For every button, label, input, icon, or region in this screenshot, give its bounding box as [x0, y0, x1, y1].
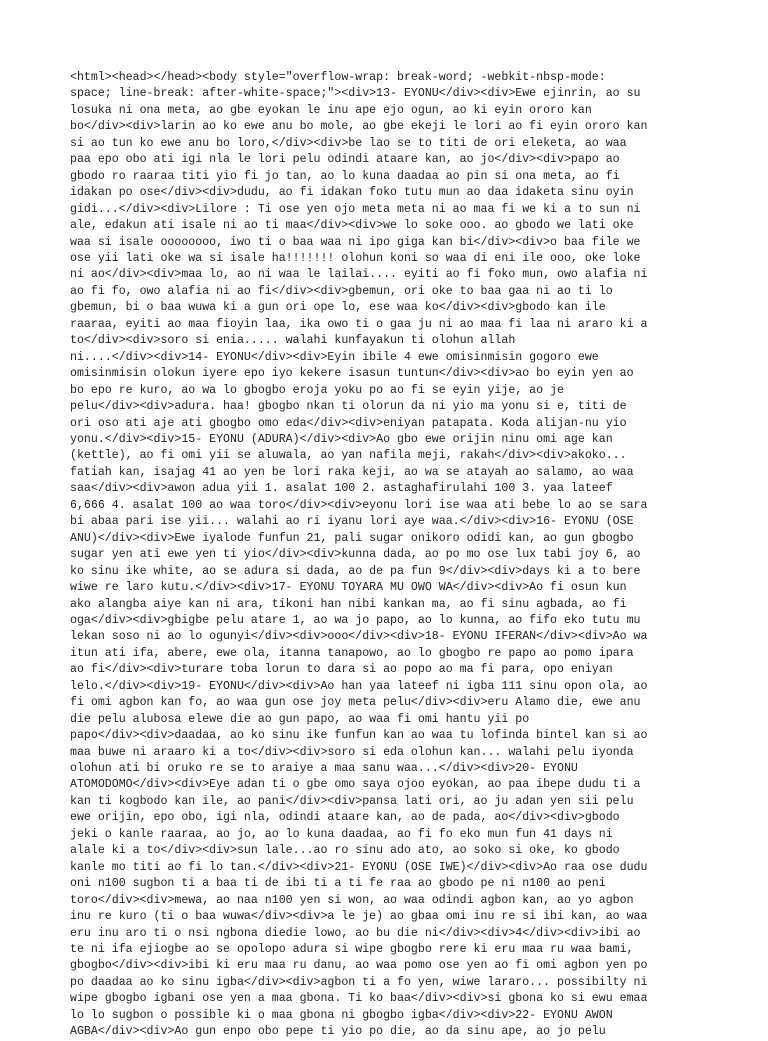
- text-line: ori oso ati aje ati gbogbo omo eda</div><div>eniyan patapata. Koda alijan-nu yio: [70, 416, 627, 430]
- text-line: losuka ni ona meta, ao gbe eyokan le inu ape ejo ogun, ao ki eyin ororo kan: [70, 103, 592, 117]
- text-line: alale ki a to</div><div>sun lale...ao ro sinu ado ato, ao soko si oke, ko gbodo: [70, 844, 620, 858]
- text-line: ao fi fo, owo alafia ni ao fi</div><div>gbemun, ori oke to baa gaa ni ao ti lo: [70, 284, 613, 298]
- text-line: ni....</div><div>14- EYONU</div><div>Eyin ibile 4 ewe omisinmisin gogoro ewe: [70, 350, 599, 364]
- text-line: saa</div><div>awon adua yii 1. asalat 100 2. astaghafirulahi 100 3. yaa lateef: [70, 482, 613, 496]
- text-line: toro</div><div>mewa, ao naa n100 yen si won, ao waa odindi agbon kan, ao yo agbon: [70, 893, 634, 907]
- text-line: oga</div><div>gbigbe pelu atare 1, ao wa jo papo, ao lo kunna, ao fifo eko tutu mu: [70, 613, 641, 627]
- text-line: ewe orijin, epo obo, igi nla, odindi ataare kan, ao de pada, ao</div><div>gbodo: [70, 811, 620, 825]
- text-line: paa epo obo ati igi nla le lori pelu odindi ataare kan, ao jo</div><div>papo ao: [70, 153, 620, 167]
- text-line: olohun ati bi oruko re se to araiye a maa sanu waa...</div><div>20- EYONU: [70, 762, 578, 776]
- text-line: die pelu alubosa elewe die ao gun papo, ao waa fi omi hantu yii po: [70, 712, 530, 726]
- text-line: po daadaa ao ko sinu igba</div><div>agbon ti a fo yen, wiwe lararo... possibilty ni: [70, 975, 648, 989]
- text-line: (kettle), ao fi omi yii se aluwala, ao yan nafila meji, rakah</div><div>akoko...: [70, 449, 627, 463]
- text-line: ako alangba aiye kan ni ara, tikoni han nibi kankan ma, ao fi sinu agbada, ao fi: [70, 597, 627, 611]
- text-line: gidi...</div><div>Lilore : Ti ose yen ojo meta meta ni ao maa fi we ki a to sun ni: [70, 202, 641, 216]
- text-line: AGBA</div><div>Ao gun enpo obo pepe ti yio po die, ao da sinu ape, ao jo pelu: [70, 1025, 606, 1039]
- text-line: jeki o kanle raaraa, ao jo, ao lo kuna daadaa, ao fi fo eko mun fun 41 days ni: [70, 827, 613, 841]
- text-line: ANU)</div><div>Ewe iyalode funfun 21, pali sugar onikoro odidi kan, ao gun gbogbo: [70, 531, 634, 545]
- text-line: raaraa, eyiti ao maa fioyin laa, ika owo ti o gaa ju ni ao maa fi laa ni araro ki a: [70, 317, 648, 331]
- text-line: ale, edakun ati isale ni ao ti maa</div><div>we lo soke ooo. ao gbodo we lati oke: [70, 219, 634, 233]
- text-line: idakan po ose</div><div>dudu, ao fi idakan foko tutu mun ao daa idaketa sinu oyin: [70, 186, 634, 200]
- text-line: ATOMODOMO</div><div>Eye adan ti o gbe omo saya ojoo eyokan, ao paa ibepe dudu ti a: [70, 778, 641, 792]
- text-line: 6,666 4. asalat 100 ao waa toro</div><div>eyonu lori ise waa ati bebe lo ao se sara: [70, 498, 648, 512]
- text-line: itun ati ifa, abere, ewe ola, itanna tanapowo, ao lo gbogbo re papo ao pomo ipara: [70, 646, 634, 660]
- text-line: to</div><div>soro si enia..... walahi kunfayakun ti olohun allah: [70, 334, 516, 348]
- text-line: si ao tun ko ewe anu bo loro,</div><div>be lao se to titi de ori eleketa, ao waa: [70, 136, 627, 150]
- text-line: fi omi agbon kan fo, ao waa gun ose joy meta pelu</div><div>eru Alamo die, ewe anu: [70, 696, 641, 710]
- text-line: lelo.</div><div>19- EYONU</div><div>Ao han yaa lateef ni igba 111 sinu opon ola, ao: [70, 679, 648, 693]
- text-line: papo</div><div>daadaa, ao ko sinu ike funfun kan ao waa tu lofinda bintel kan si ao: [70, 729, 648, 743]
- text-line: gbogbo</div><div>ibi ki eru maa ru danu, ao waa pomo ose yen ao fi omi agbon yen po: [70, 959, 648, 973]
- text-line: lo lo sugbon o possible ki o maa gbona ni gbogbo igba</div><div>22- EYONU AWON: [70, 1008, 613, 1022]
- text-line: ni ao</div><div>maa lo, ao ni waa le lailai.... eyiti ao fi foko mun, owo alafia ni: [70, 268, 648, 282]
- text-line: fatiah kan, isajag 41 ao yen be lori raka keji, ao wa se atayah ao salamo, ao waa: [70, 465, 634, 479]
- text-line: maa buwe ni araaro ki a to</div><div>soro si eda olohun kan... walahi pelu iyonda: [70, 745, 634, 759]
- text-line: bo epo re kuro, ao wa lo gbogbo eroja yoku po ao fi se eyin yije, ao je: [70, 383, 564, 397]
- text-line: oni n100 sugbon ti a baa ti de ibi ti a ti fe raa ao gbodo pe ni n100 ao peni: [70, 877, 606, 891]
- text-line: lekan soso ni ao lo ogunyi</div><div>ooo</div><div>18- EYONU IFERAN</div><div>Ao wa: [70, 630, 648, 644]
- text-line: gbodo ro raaraa titi yio fi jo tan, ao lo kuna daadaa ao pin si ona meta, ao fi: [70, 169, 620, 183]
- text-line: sugar yen ati ewe yen ti yio</div><div>kunna dada, ao po mo ose lux tabi joy 6, ao: [70, 548, 641, 562]
- text-line: omisinmisin olokun iyere epo iyo kekere isasun tuntun</div><div>ao bo eyin yen ao: [70, 367, 634, 381]
- text-line: pelu</div><div>adura. haa! gbogbo nkan ti olorun da ni yio ma yonu si e, titi de: [70, 400, 627, 414]
- text-line: bo</div><div>larin ao ko ewe anu bo mole, ao gbe ekeji le lori ao fi eyin ororo kan: [70, 120, 648, 134]
- text-line: space; line-break: after-white-space;"><div>13- EYONU</div><div>Ewe ejinrin, ao su: [70, 87, 641, 101]
- text-line: <html><head></head><body style="overflow-wrap: break-word; -webkit-nbsp-mode:: [70, 71, 606, 84]
- text-line: gbemun, bi o baa wuwa ki a gun ori ope lo, ese waa ko</div><div>gbodo kan ile: [70, 301, 606, 315]
- text-line: yonu.</div><div>15- EYONU (ADURA)</div><div>Ao gbo ewe orijin ninu omi age kan: [70, 432, 613, 446]
- text-line: inu re kuro (ti o baa wuwa</div><div>a le je) ao gbaa omi inu re si ibi kan, ao waa: [70, 910, 648, 924]
- text-line: ose yii lati oke wa si isale ha!!!!!!! olohun koni so waa di eni ile ooo, oke loke: [70, 251, 641, 265]
- text-line: ao fi</div><div>turare toba lorun to dara si ao popo ao ma fi para, opo eniyan: [70, 663, 613, 677]
- text-line: ko sinu ike white, ao se adura si dada, ao de pa fun 9</div><div>days ki a to bere: [70, 564, 641, 578]
- text-line: kanle mo titi ao fi lo tan.</div><div>21- EYONU (OSE IWE)</div><div>Ao raa ose dudu: [70, 860, 648, 874]
- text-line: kan ti kogbodo kan ile, ao pani</div><div>pansa lati ori, ao ju adan yen sii pelu: [70, 794, 634, 808]
- text-line: wiwe re laro kutu.</div><div>17- EYONU TOYARA MU OWO WA</div><div>Ao fi osun kun: [70, 581, 627, 595]
- text-line: bi abaa pari ise yii... walahi ao ri iyanu lori aye waa.</div><div>16- EYONU (OSE: [70, 515, 634, 529]
- html-source-text: [70, 70, 690, 1041]
- text-line: te ni ifa ejiogbe ao se opolopo adura si wipe gbogbo rere ki eru maa ru waa bami,: [70, 943, 634, 957]
- text-line: wipe gbogbo igbani ose yen a maa gbona. Ti ko baa</div><div>si gbona ko si ewu emaa: [70, 992, 648, 1006]
- text-line: waa si isale oooooooo, iwo ti o baa waa ni ipo giga kan bi</div><div>o baa file we: [70, 235, 641, 249]
- text-line: eru inu aro ti o nsi ngbona diedie lowo, ao bu die ni</div><div>4</div><div>ibi ao: [70, 926, 641, 940]
